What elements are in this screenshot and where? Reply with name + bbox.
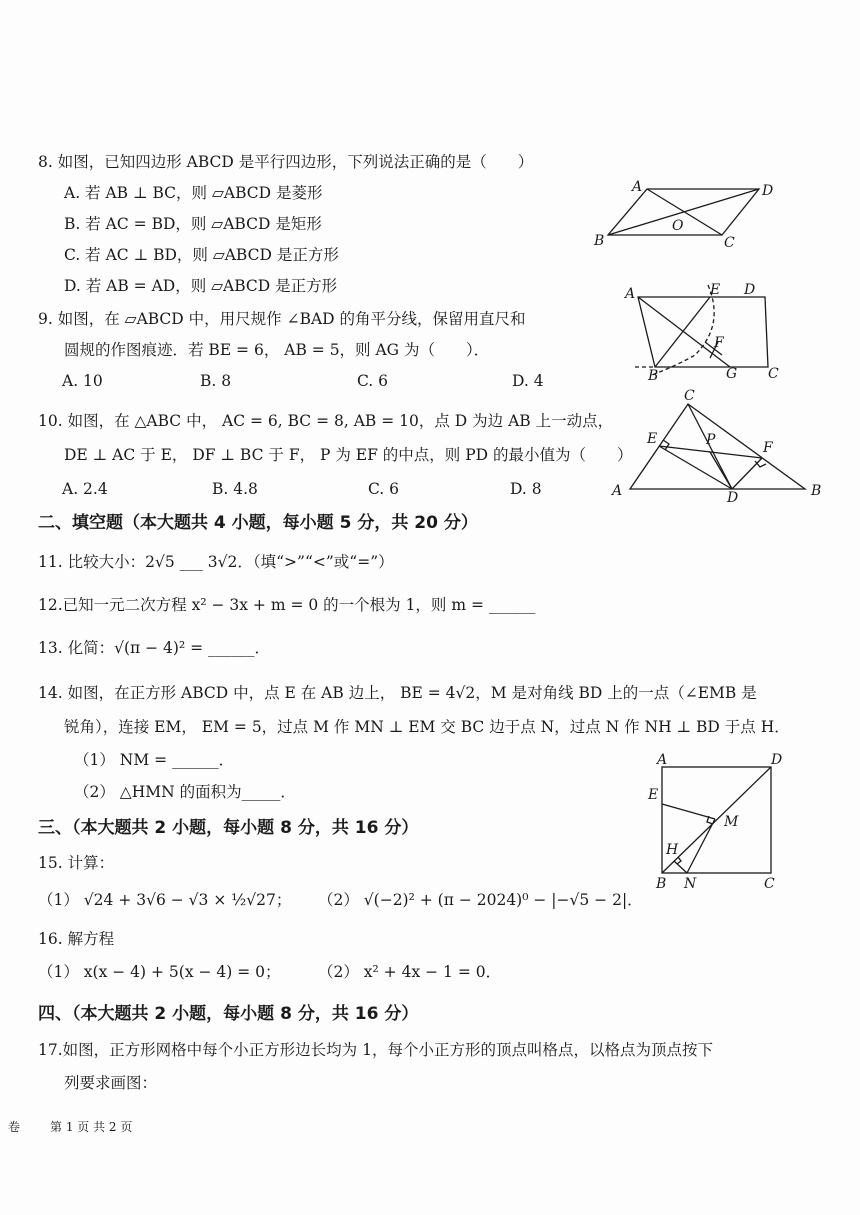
label-g: G (726, 366, 738, 382)
figure-q10-triangle (610, 388, 835, 506)
q9-option-c: C. 6 (357, 372, 389, 390)
q8-option-d: D. 若 AB = AD，则 ▱ABCD 是正方形 (64, 277, 338, 295)
segment-mn (687, 819, 715, 873)
q12: 12.已知一元二次方程 x² − 3x + m = 0 的一个根为 1，则 m = ______ (38, 596, 536, 614)
label-c: C (724, 235, 735, 251)
label-p: P (706, 432, 716, 448)
figure-q8-parallelogram (590, 175, 790, 255)
q8-option-a: A. 若 AB ⊥ BC，则 ▱ABCD 是菱形 (64, 184, 323, 202)
label-f: F (714, 335, 724, 351)
label-d: D (762, 183, 774, 199)
q8-option-b: B. 若 AC = BD，则 ▱ABCD 是矩形 (64, 215, 322, 233)
section-3-title: 三、（本大题共 2 小题，每小题 8 分，共 16 分） (38, 818, 419, 838)
segment-em (662, 804, 715, 819)
q10-option-a: A. 2.4 (62, 480, 108, 498)
label-c: C (684, 388, 695, 404)
label-d: D (744, 282, 756, 298)
label-a: A (657, 752, 668, 768)
figure-q9-construction (600, 280, 790, 384)
compass-arc (652, 285, 714, 375)
label-o: O (672, 218, 684, 234)
q17-line2: 列要求画图： (64, 1074, 158, 1092)
q10-option-b: B. 4.8 (212, 480, 258, 498)
label-b: B (648, 368, 659, 384)
label-f: F (763, 440, 773, 456)
label-m: M (724, 814, 739, 830)
parallelogram-abcd (638, 297, 768, 367)
label-n: N (684, 876, 697, 892)
label-c: C (764, 876, 775, 892)
label-e: E (647, 431, 658, 447)
segment-df (732, 458, 762, 489)
q8-stem: 8. 如图，已知四边形 ABCD 是平行四边形，下列说法正确的是（ ） (38, 153, 534, 171)
q11: 11. 比较大小：2√5 ___ 3√2．（填“>”“<”或“=”） (38, 553, 394, 571)
segment-be (655, 297, 710, 367)
q14-line2: 锐角），连接 EM， EM = 5，过点 M 作 MN ⊥ EM 交 BC 边于点 N，过点 N 作 NH ⊥ BD 于点 H． (64, 718, 790, 736)
q16-title: 16. 解方程 (38, 930, 115, 948)
q10-stem-line1: 10. 如图，在 △ABC 中， AC = 6, BC = 8, AB = 10，点 D 为边 AB 上一动点， (38, 412, 614, 430)
q10-stem-line2: DE ⊥ AC 于 E， DF ⊥ BC 于 F， P 为 EF 的中点，则 PD 的最小值为（ ） (64, 446, 633, 464)
q15-part1: （1） √24 + 3√6 − √3 × ½√27； (38, 891, 292, 909)
q10-option-d: D. 8 (510, 480, 542, 498)
label-a: A (632, 179, 643, 195)
label-b: B (594, 233, 605, 249)
q10-option-c: C. 6 (368, 480, 400, 498)
figure-q14-square (640, 752, 790, 892)
q16-part1: （1） x(x − 4) + 5(x − 4) = 0； (38, 963, 281, 981)
q15-part2: （2） √(−2)² + (π − 2024)⁰ − |−√5 − 2|． (318, 891, 643, 909)
label-a: A (625, 286, 636, 302)
label-d: D (771, 752, 783, 768)
label-c: C (768, 366, 779, 382)
label-b: B (811, 483, 822, 499)
q9-stem-line1: 9. 如图，在 ▱ABCD 中，用尺规作 ∠BAD 的角平分线，保留用直尺和 (38, 310, 526, 328)
q16-part2: （2） x² + 4x − 1 = 0． (318, 963, 502, 981)
segment-nh (674, 861, 687, 873)
footer-edge-text: 卷 (8, 1120, 21, 1134)
label-e: E (710, 282, 721, 298)
q13: 13. 化简：√(π − 4)² = ______． (38, 639, 270, 657)
section-2-title: 二、填空题（本大题共 4 小题，每小题 5 分，共 20 分） (38, 513, 478, 533)
label-a: A (612, 483, 623, 499)
label-b: B (656, 876, 667, 892)
q14-part1: （1） NM = ______． (74, 751, 235, 769)
label-h: H (666, 842, 679, 858)
q14-line1: 14. 如图，在正方形 ABCD 中，点 E 在 AB 边上， BE = 4√2，M 是对角线 BD 上的一点（∠EMB 是 (38, 684, 757, 702)
q9-option-d: D. 4 (512, 372, 544, 390)
q17-line1: 17.如图，正方形网格中每个小正方形边长均为 1，每个小正方形的顶点叫格点，以格点为顶点按下 (38, 1041, 713, 1059)
q14-part2: （2） △HMN 的面积为_____． (74, 783, 296, 801)
q8-option-c: C. 若 AC ⊥ BD，则 ▱ABCD 是正方形 (64, 246, 339, 264)
label-e: E (648, 787, 659, 803)
q9-option-a: A. 10 (62, 372, 103, 390)
section-4-title: 四、（本大题共 2 小题，每小题 8 分，共 16 分） (38, 1004, 419, 1024)
diagonal-bd (608, 189, 759, 235)
q15-title: 15. 计算： (38, 854, 115, 872)
q9-stem-line2: 圆规的作图痕迹．若 BE = 6， AB = 5，则 AG 为（ ）． (64, 341, 490, 359)
label-d: D (727, 490, 739, 506)
footer-page-number: 第 1 页 共 2 页 (50, 1120, 133, 1134)
q9-option-b: B. 8 (200, 372, 232, 390)
